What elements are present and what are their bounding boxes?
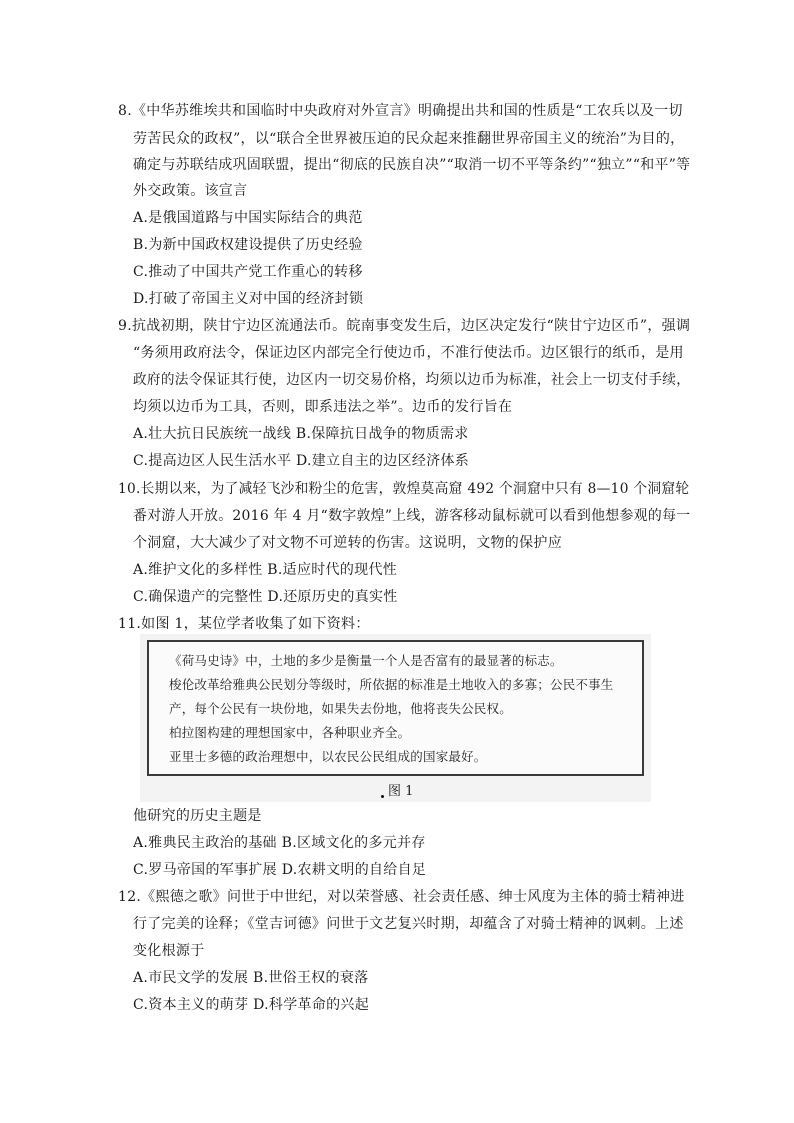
q8-option-d: D.打破了帝国主义对中国的经济封锁 [133, 291, 364, 307]
q8-stem-line-3: 确定与苏联结成巩固联盟，提出“彻底的民族自决”“取消一切不平等条约”“独立”“和平”等 [133, 157, 691, 173]
q8-option-c: C.推动了中国共产党工作重心的转移 [133, 264, 363, 280]
figure-text-line-5: 亚里士多德的政治理想中，以农民公民组成的国家最好。 [169, 749, 487, 764]
q12-stem-line-3: 变化根源于 [133, 943, 205, 959]
q8-option-a: A.是俄国道路与中国实际结合的典范 [133, 210, 363, 226]
figure-text-line-1: 《荷马史诗》中，土地的多少是衡量一个人是否富有的最显著的标志。 [169, 653, 563, 668]
figure-caption: 图 1 [388, 784, 414, 799]
q9-stem-line-1: 9.抗战初期，陕甘宁边区流通法币。皖南事变发生后，边区决定发行“陕甘宁边区币”，强调 [118, 318, 691, 334]
q10-stem-line-1: 10.长期以来，为了减轻飞沙和粉尘的危害，敦煌莫高窟 492 个洞窟中只有 8—10 个洞窟轮 [118, 481, 690, 497]
figure-text-line-4: 柏拉图构建的理想国家中，各种职业齐全。 [169, 725, 411, 740]
q9-stem-line-2: “务须用政府法令，保证边区内部完全行使边币，不准行使法币。边区银行的纸币，是用 [133, 345, 684, 361]
q12-stem-line-1: 12.《熙德之歌》问世于中世纪，对以荣誉感、社会责任感、绅士风度为主体的骑士精神进 [118, 889, 685, 905]
q12-options-cd: C.资本主义的萌芽 D.科学革命的兴起 [133, 997, 369, 1013]
figure-text-line-3: 产，每个公民有一块份地，如果失去份地，他将丧失公民权。 [169, 701, 512, 716]
q9-options-ab: A.壮大抗日民族统一战线 B.保障抗日战争的物质需求 [133, 426, 469, 442]
q12-stem-line-2: 行了完美的诠释；《堂吉诃德》问世于文艺复兴时期，却蕴含了对骑士精神的讽刺。上述 [133, 916, 684, 932]
q11-options-cd: C.罗马帝国的军事扩展 D.农耕文明的自给自足 [133, 862, 427, 878]
q8-option-b: B.为新中国政权建设提供了历史经验 [133, 237, 363, 253]
figure-text-line-2: 梭伦改革给雅典公民划分等级时，所依据的标准是土地收入的多寡；公民不事生 [169, 677, 614, 692]
q8-stem-line-4: 外交政策。该宣言 [133, 183, 248, 199]
figure-1-box [147, 640, 644, 776]
q8-stem-line-1: 8.《中华苏维埃共和国临时中央政府对外宣言》明确提出共和国的性质是“工农兵以及一切 [118, 103, 683, 119]
q10-options-cd: C.确保遗产的完整性 D.还原历史的真实性 [133, 589, 398, 605]
q12-options-ab: A.市民文学的发展 B.世俗王权的衰落 [133, 970, 369, 986]
q10-options-ab: A.维护文化的多样性 B.适应时代的现代性 [133, 562, 398, 578]
q9-stem-line-4: 均须以边币为工具，否则，即系违法之举”。边币的发行旨在 [133, 399, 513, 415]
q8-stem-line-2: 劳苦民众的政权”，以“联合全世界被压迫的民众起来推翻世界帝国主义的统治”为目的， [133, 131, 685, 147]
q9-options-cd: C.提高边区人民生活水平 D.建立自主的边区经济体系 [133, 453, 470, 469]
q10-stem-line-3: 个洞窟，大大减少了对文物不可逆转的伤害。这说明，文物的保护应 [133, 535, 562, 551]
q11-stem-line-2: 他研究的历史主题是 [133, 808, 262, 824]
q11-options-ab: A.雅典民主政治的基础 B.区域文化的多元并存 [133, 835, 426, 851]
figure-dot-mark [381, 795, 384, 798]
q9-stem-line-3: 政府的法令保证其行使，边区内一切交易价格，均须以边币为标准，社会上一切支付手续， [133, 372, 691, 388]
q10-stem-line-2: 番对游人开放。2016 年 4 月“数字敦煌”上线，游客移动鼠标就可以看到他想参观的每一 [133, 508, 691, 524]
q11-stem-line-1: 11.如图 1，某位学者收集了如下资料： [118, 616, 370, 632]
